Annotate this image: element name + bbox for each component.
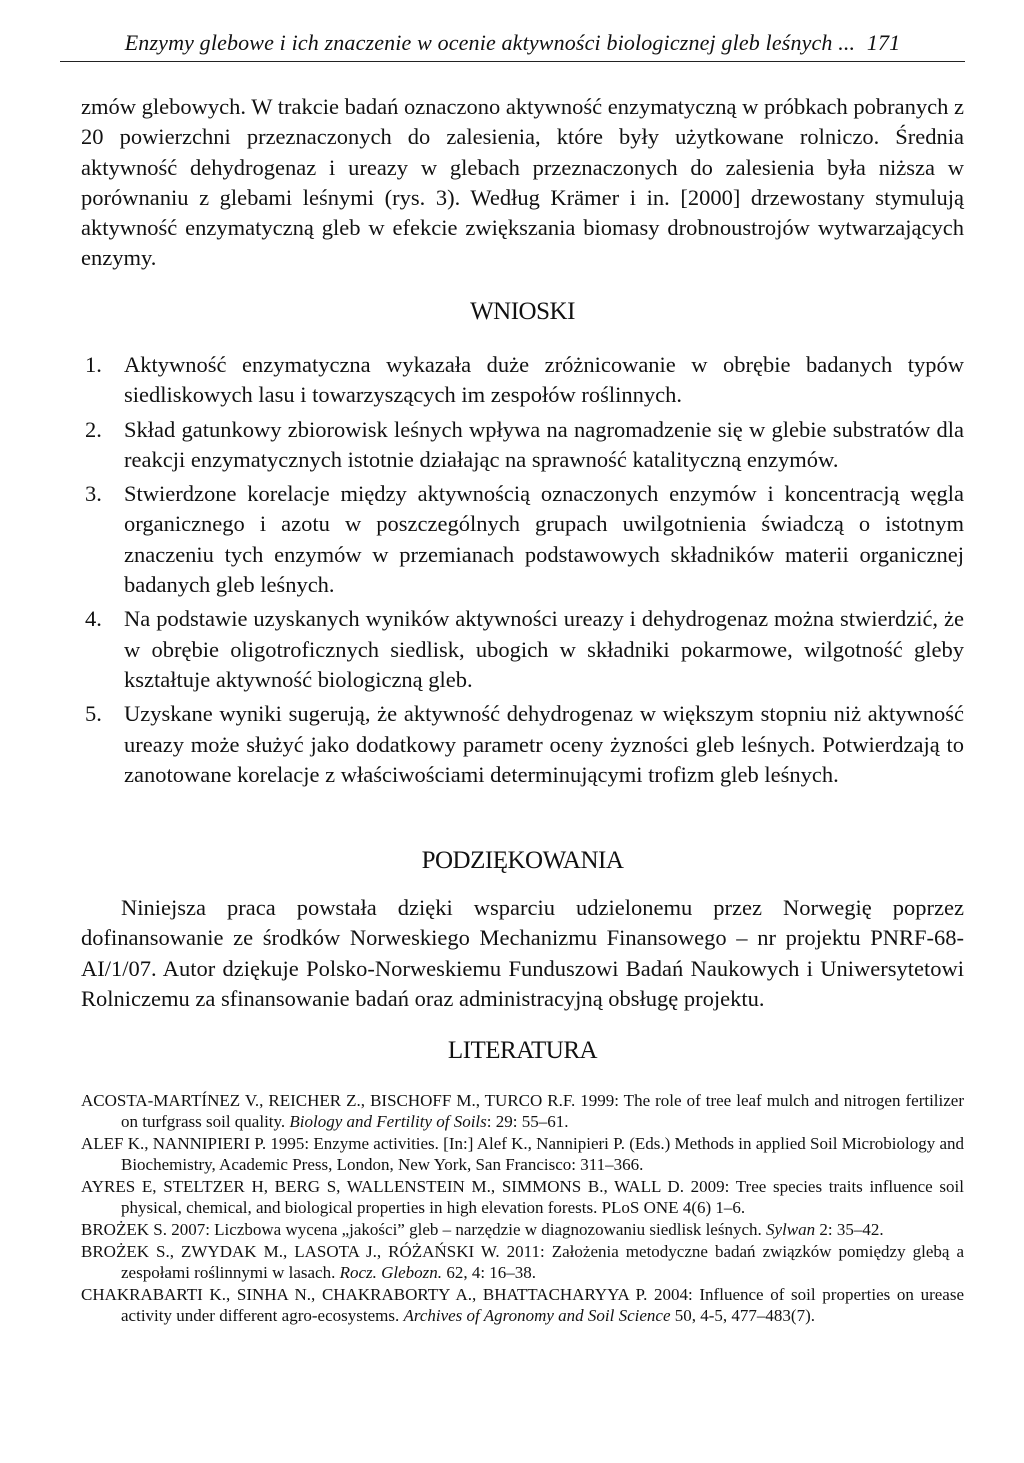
reference-journal: Archives of Agronomy and Soil Science: [403, 1306, 671, 1326]
conclusions-heading: WNIOSKI: [470, 298, 575, 325]
reference-tail: 2: 35–42.: [815, 1220, 884, 1240]
reference-text: AYRES E, STELTZER H, BERG S, WALLENSTEIN M., SIMMONS B., WALL D. 2009: Tree species traits influence soil physical, chemical, and biological properties in high elevation forests. PLoS ONE 4(6) 1–6.: [81, 1177, 964, 1218]
reference-list: [81, 1090, 964, 1327]
reference-journal: Biology and Fertility of Soils: [289, 1112, 487, 1132]
reference-text: ALEF K., NANNIPIERI P. 1995: Enzyme activities. [In:] Alef K., Nannipieri P. (Eds.) Methods in applied Soil Microbiology and Biochemistry, Academic Press, London, New York, San Francisco: 311–366.: [81, 1134, 964, 1175]
conclusion-item: [81, 479, 964, 600]
conclusion-text: Stwierdzone korelacje między aktywnością oznaczonych enzymów i koncentracją węgla organicznego i azotu w poszczególnych grupach uwilgotnienia świadczą o istotnym znaczeniu tych enzymów w przemianach podstawowych składników materii organicznej badanych gleb leśnych.: [124, 481, 964, 598]
acknowledgements-heading: PODZIĘKOWANIA: [421, 847, 624, 874]
page-number: 171: [866, 30, 901, 55]
conclusion-number: 5.: [85, 701, 102, 727]
conclusions-list: [81, 350, 964, 794]
reference-text: CHAKRABARTI K., SINHA N., CHAKRABORTY A., BHATTACHARYYA P. 2004: Influence of soil properties on urease activity under different agro-ecosystems.: [81, 1285, 964, 1326]
conclusion-number: 2.: [85, 416, 102, 442]
reference-item: [81, 1284, 964, 1327]
reference-journal: Rocz. Glebozn.: [339, 1263, 443, 1283]
conclusion-item: [81, 350, 964, 411]
conclusion-text: Uzyskane wyniki sugerują, że aktywność dehydrogenaz w większym stopniu niż aktywność ureazy może służyć jako dodatkowy parametr oceny żyzności gleb leśnych. Potwierdzają to zanotowane korelacje z właściwościami determinującymi trofizm gleb leśnych.: [124, 701, 964, 787]
reference-item: [81, 1090, 964, 1133]
reference-tail: 62, 4: 16–38.: [442, 1263, 537, 1283]
reference-text: ACOSTA-MARTÍNEZ V., REICHER Z., BISCHOFF M., TURCO R.F. 1999: The role of tree leaf mulch and nitrogen fertilizer on turfgrass soil quality.: [81, 1091, 964, 1132]
reference-item: [81, 1176, 964, 1219]
acknowledgements-text: Niniejsza praca powstała dzięki wsparciu udzielonemu przez Norwegię poprzez dofinansowanie ze środków Norweskiego Mechanizmu Finansowego – nr projektu PNRF-68-AI/1/07. Autor dziękuje Polsko-Norweskiemu Funduszowi Badań Naukowych i Uniwersytetowi Rolniczemu za sfinansowanie badań oraz administracyjną obsługę projektu.: [81, 895, 964, 1011]
conclusion-text: Aktywność enzymatyczna wykazała duże zróżnicowanie w obrębie badanych typów siedliskowych lasu i towarzyszących im zespołów roślinnych.: [124, 352, 964, 408]
conclusion-item: [81, 415, 964, 476]
conclusion-number: 3.: [85, 481, 102, 507]
conclusion-number: 4.: [85, 606, 102, 632]
conclusion-text: Skład gatunkowy zbiorowisk leśnych wpływa na nagromadzenie się w glebie substratów dla reakcji enzymatycznych istotnie działając na sprawność katalityczną enzymów.: [124, 416, 964, 472]
conclusion-text: Na podstawie uzyskanych wyników aktywności ureazy i dehydrogenaz można stwierdzić, że w obrębie oligotroficznych siedlisk, ubogich w składniki pokarmowe, wilgotność gleby kształtuje aktywność biologiczną gleb.: [124, 606, 964, 692]
conclusion-number: 1.: [85, 352, 102, 377]
literature-heading: LITERATURA: [447, 1037, 598, 1064]
reference-text: BROŻEK S. 2007: Liczbowa wycena „jakości” gleb – narzędzie w diagnozowaniu siedlisk leśnych.: [81, 1220, 766, 1240]
reference-item: [81, 1133, 964, 1176]
reference-journal: Sylwan: [766, 1220, 816, 1240]
running-head: [60, 30, 965, 62]
reference-tail: : 29: 55–61.: [486, 1112, 569, 1132]
intro-paragraph: zmów glebowych. W trakcie badań oznaczono aktywność enzymatyczną w próbkach pobranych z 20 powierzchni przeznaczonych do zalesienia, które były użytkowane rolniczo. Średnia aktywność dehydrogenaz i ureazy w glebach przeznaczonych do zalesienia była niższa w porównaniu z glebami leśnymi (rys. 3). Według Krämer i in. [2000] drzewostany stymulują aktywność enzymatyczną gleb w efekcie zwiększania biomasy drobnoustrojów wytwarzających enzymy.: [81, 94, 964, 271]
conclusion-item: [81, 699, 964, 790]
running-title: Enzymy glebowe i ich znaczenie w ocenie aktywności biologicznej gleb leśnych ...: [124, 30, 856, 55]
reference-item: [81, 1219, 964, 1240]
conclusion-item: [81, 604, 964, 695]
reference-text: BROŻEK S., ZWYDAK M., LASOTA J., RÓŻAŃSKI W. 2011: Założenia metodyczne badań związków pomiędzy glebą a zespołami roślinnymi w lasach.: [81, 1242, 964, 1283]
reference-tail: 50, 4-5, 477–483(7).: [670, 1306, 815, 1326]
reference-item: [81, 1241, 964, 1284]
